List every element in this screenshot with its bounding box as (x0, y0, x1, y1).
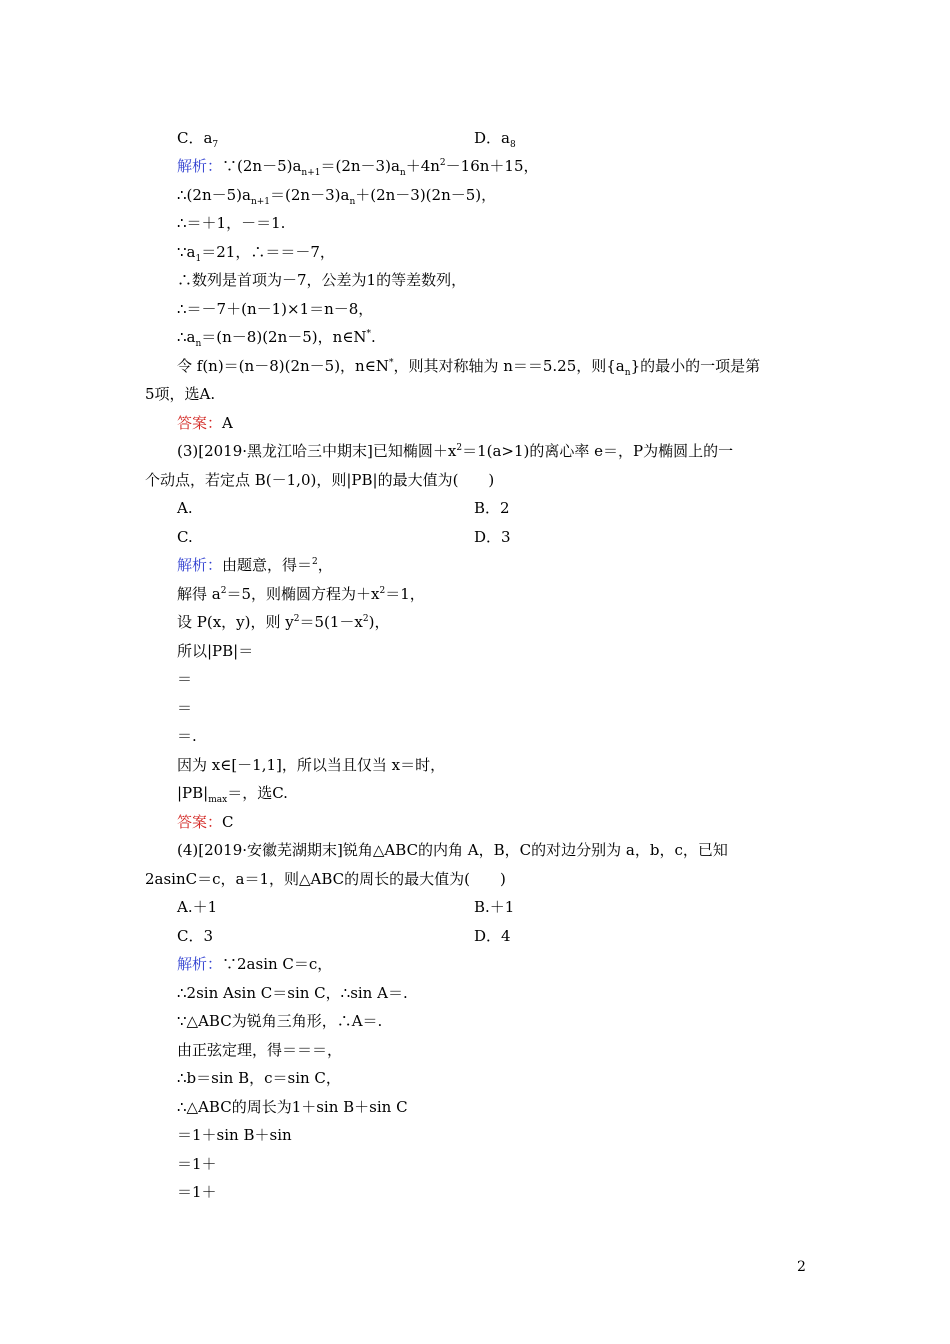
text-segment: ∵(2n－5)a (222, 157, 302, 175)
text-line (177, 185, 496, 205)
text-segment: ＝(2n－3)a (270, 186, 350, 204)
text-segment: ＝(2n－3)a (320, 157, 400, 175)
text-segment: C. (177, 528, 193, 546)
text-segment: ＋4n (405, 157, 440, 175)
text-segment: D．a (474, 129, 510, 147)
text-segment: 令 f(n)＝(n－8)(2n－5)，n∈N (177, 357, 389, 375)
subscript: 8 (509, 140, 516, 150)
text-segment: ＝1＋ (177, 1155, 217, 1173)
text-line (177, 1125, 292, 1145)
text-line (177, 213, 285, 233)
text-segment: ∴数列是首项为－7，公差为1的等差数列， (177, 271, 467, 289)
text-segment: A. (177, 499, 193, 517)
text-line (177, 612, 389, 632)
text-segment: ∴＝＋1，－＝1. (177, 214, 286, 232)
subscript: 7 (212, 140, 219, 150)
text-line (177, 954, 332, 974)
text-segment: 由题意，得＝ (222, 556, 313, 574)
superscript: 2 (293, 614, 300, 624)
text-segment: 由正弦定理，得＝＝＝， (177, 1041, 343, 1059)
superscript: 2 (456, 443, 463, 453)
text-segment: ∵△ABC为锐角三角形，∴A＝. (177, 1012, 383, 1030)
text-line (474, 897, 514, 917)
text-line (177, 128, 218, 148)
text-line (177, 897, 217, 917)
text-line (177, 1040, 342, 1060)
text-segment: 所以|PB|＝ (177, 642, 254, 660)
text-segment: D．4 (474, 927, 511, 945)
text-line (177, 498, 193, 518)
text-line (177, 299, 373, 319)
subscript: 1 (195, 254, 202, 264)
text-segment: ∵a (177, 243, 196, 261)
text-line (177, 1182, 217, 1202)
text-segment: (4)[2019·安徽芜湖期末]锐角△ABC的内角 A，B，C的对边分别为 a，b，c，已知 (177, 841, 728, 859)
text-segment: C (222, 813, 234, 831)
text-segment: ，则其对称轴为 n＝＝5.25，则{a (393, 357, 625, 375)
text-line (474, 926, 511, 946)
text-line (177, 156, 539, 176)
text-line (177, 270, 466, 290)
text-segment: )， (368, 613, 390, 631)
text-line (177, 1068, 341, 1088)
text-line (177, 555, 333, 575)
text-segment: ＝5(1－x (299, 613, 363, 631)
text-segment: ＋(2n－3)(2n－5)， (355, 186, 497, 204)
text-segment: ＝ (177, 699, 193, 717)
text-segment: ∵2asin C＝c， (222, 955, 333, 973)
text-segment: ＝1＋sin B＋sin (177, 1126, 292, 1144)
subscript: n (399, 168, 406, 178)
text-segment: ∴a (177, 328, 196, 346)
subscript: n+1 (250, 197, 271, 207)
text-segment: ， (317, 556, 333, 574)
subscript: n (349, 197, 356, 207)
superscript: 2 (312, 557, 318, 567)
text-line (177, 441, 733, 461)
text-line (177, 1011, 382, 1031)
text-segment: －16n＋15， (445, 157, 539, 175)
text-line (145, 384, 215, 404)
text-line (177, 356, 760, 376)
text-line (177, 783, 288, 803)
text-line (177, 726, 197, 746)
text-line (177, 698, 192, 718)
text-line (145, 869, 506, 889)
text-segment: 5项，选A. (145, 385, 216, 403)
text-segment: ＝ (177, 670, 193, 688)
text-segment: ＝1， (385, 585, 425, 603)
text-segment: ∴2sin Asin C＝sin C，∴sin A＝. (177, 984, 408, 1002)
text-segment: 解得 a (177, 585, 221, 603)
text-line (177, 527, 193, 547)
solution-label: 解析： (177, 556, 223, 574)
text-segment: ＝，选C. (227, 784, 288, 802)
subscript: n (195, 339, 202, 349)
solution-label: 解析： (177, 955, 223, 973)
superscript: * (388, 358, 394, 368)
text-segment: C．a (177, 129, 213, 147)
subscript: n+1 (301, 168, 321, 178)
superscript: 2 (220, 586, 227, 596)
text-segment: A (222, 414, 233, 432)
text-segment: ＝1(a>1)的离心率 e＝，P为椭圆上的一 (462, 442, 734, 460)
text-line (177, 926, 213, 946)
text-segment: ＝5，则椭圆方程为＋x (226, 585, 380, 603)
answer-label: 答案： (177, 813, 223, 831)
text-segment: D．3 (474, 528, 511, 546)
text-segment: ＝(n－8)(2n－5)，n∈N (201, 328, 367, 346)
text-line (177, 840, 728, 860)
text-segment: 个动点，若定点 B(－1,0)，则|PB|的最大值为( ) (145, 471, 495, 489)
text-line (177, 1097, 408, 1117)
text-line (177, 584, 425, 604)
text-segment: |PB| (177, 784, 209, 802)
text-line (177, 327, 376, 347)
superscript: 2 (439, 158, 446, 168)
text-segment: ∴(2n－5)a (177, 186, 251, 204)
text-segment: 设 P(x，y)，则 y (177, 613, 294, 631)
answer-label: 答案： (177, 414, 223, 432)
text-line (474, 128, 516, 148)
text-line (474, 527, 511, 547)
text-line (145, 470, 494, 490)
page-number: 2 (797, 1259, 806, 1275)
text-segment: 因为 x∈[－1,1]，所以当且仅当 x＝时， (177, 756, 446, 774)
text-line (177, 242, 335, 262)
subscript: max (208, 795, 228, 805)
text-segment: ∴b＝sin B，c＝sin C， (177, 1069, 341, 1087)
text-segment: B．2 (474, 499, 510, 517)
text-segment: ＝21，∴＝＝－7， (201, 243, 335, 261)
text-line (177, 669, 192, 689)
text-segment: ＝1＋ (177, 1183, 217, 1201)
text-line (177, 755, 445, 775)
text-segment: ∴△ABC的周长为1＋sin B＋sin C (177, 1098, 408, 1116)
text-line (177, 1154, 217, 1174)
superscript: 2 (379, 586, 386, 596)
text-segment: ＝. (177, 727, 197, 745)
text-line (177, 812, 234, 832)
text-line (177, 983, 408, 1003)
text-segment: . (371, 328, 376, 346)
text-segment: B.＋1 (474, 898, 515, 916)
superscript: 2 (362, 614, 369, 624)
text-segment: (3)[2019·黑龙江哈三中期末]已知椭圆＋x (177, 442, 457, 460)
text-line (177, 641, 253, 661)
solution-label: 解析： (177, 157, 223, 175)
text-line (177, 413, 233, 433)
text-segment: A.＋1 (177, 898, 218, 916)
text-line (474, 498, 510, 518)
text-segment: }的最小的一项是第 (630, 357, 761, 375)
subscript: n (624, 368, 631, 378)
superscript: * (366, 329, 372, 339)
text-segment: 2asinC＝c，a＝1，则△ABC的周长的最大值为( ) (145, 870, 506, 888)
text-segment: C．3 (177, 927, 214, 945)
text-segment: ∴＝－7＋(n－1)×1＝n－8， (177, 300, 374, 318)
